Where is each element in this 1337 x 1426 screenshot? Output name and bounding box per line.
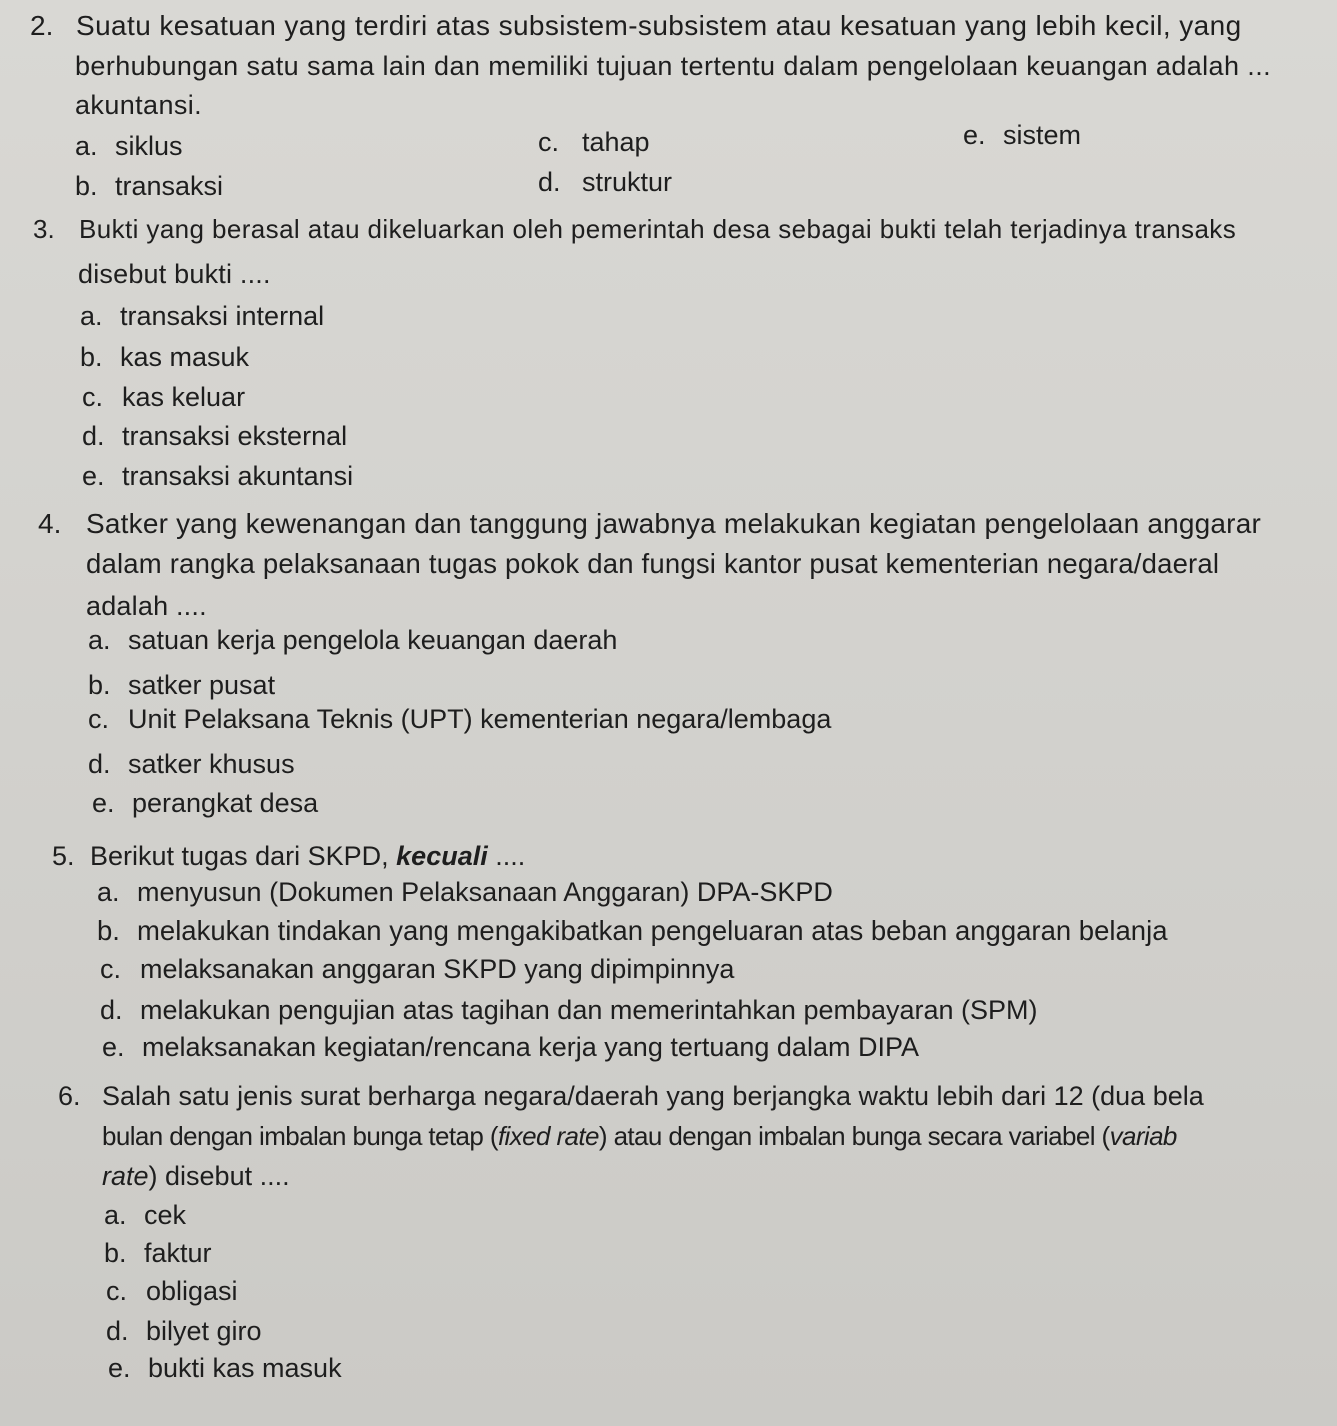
answer-option[interactable] [75,170,223,202]
answer-option[interactable] [75,130,183,162]
answer-option[interactable] [82,381,245,413]
option-text: menyusun (Dokumen Pelaksanaan Anggaran) DPA-SKPD [137,877,833,907]
answer-option[interactable] [538,166,672,198]
answer-option[interactable] [82,460,353,492]
question-stem-italic: fixed rate [497,1121,599,1151]
option-letter: e. [82,461,105,491]
question-4-line-1 [38,508,1261,540]
option-text: tahap [582,127,650,157]
question-4-line-2 [86,548,1219,580]
question-number: 2. [30,10,54,41]
question-6-line-3 [102,1160,290,1192]
option-letter: a. [104,1200,127,1230]
option-letter: c. [100,954,122,984]
option-letter: b. [104,1238,127,1268]
question-2-line-3 [75,89,202,121]
question-stem-emphasis: kecuali [396,841,488,871]
option-text: satker pusat [128,670,276,700]
answer-option[interactable] [92,787,318,819]
answer-option[interactable] [97,876,833,908]
question-stem: Bukti yang berasal atau dikeluarkan oleh pemerintah desa sebagai bukti telah terjadinya transaks [79,214,1237,244]
option-letter: e. [92,788,115,818]
option-letter: a. [88,625,111,655]
question-6-line-2 [102,1120,1177,1152]
option-text: kas keluar [122,382,246,412]
question-stem: Berikut tugas dari SKPD, [90,841,389,871]
question-stem-italic: rate [102,1161,149,1191]
option-text: sistem [1003,120,1082,150]
option-text: transaksi eksternal [122,421,348,451]
answer-option[interactable] [82,420,347,452]
question-stem: ) disebut .... [148,1161,290,1191]
question-stem: adalah .... [86,591,207,621]
answer-option[interactable] [963,119,1081,151]
option-letter: d. [88,749,111,779]
option-letter: a. [97,877,120,907]
option-text: melakukan tindakan yang mengakibatkan pengeluaran atas beban anggaran belanja [137,915,1168,946]
option-text: obligasi [146,1276,238,1306]
question-2-line-2 [75,50,1271,82]
answer-option[interactable] [80,341,249,373]
question-stem-suffix: .... [495,841,526,871]
option-text: faktur [144,1238,212,1268]
option-text: transaksi akuntansi [122,461,354,491]
question-4-line-3 [86,590,207,622]
question-stem-italic: variab [1109,1121,1177,1151]
question-stem: Satker yang kewenangan dan tanggung jawabnya melakukan kegiatan pengelolaan anggarar [86,508,1261,539]
option-letter: d. [538,167,561,197]
option-letter: d. [82,421,105,451]
answer-option[interactable] [104,1237,212,1269]
option-text: perangkat desa [132,788,319,818]
option-text: melaksanakan kegiatan/rencana kerja yang tertuang dalam DIPA [142,1032,919,1062]
answer-option[interactable] [88,624,617,656]
question-stem: akuntansi. [75,90,203,120]
question-stem: ) atau dengan imbalan bunga secara variabel ( [598,1121,1110,1151]
option-letter: a. [75,131,98,161]
option-letter: c. [106,1276,128,1306]
question-stem: bulan dengan imbalan bunga tetap ( [102,1121,498,1151]
answer-option[interactable] [106,1315,262,1347]
question-stem: berhubungan satu sama lain dan memiliki tujuan tertentu dalam pengelolaan keuangan adalah ... [75,51,1271,81]
answer-option[interactable] [97,915,1168,947]
option-letter: c. [82,382,104,412]
answer-option[interactable] [88,703,831,735]
option-letter: b. [80,342,103,372]
answer-option[interactable] [104,1199,186,1231]
option-text: melaksanakan anggaran SKPD yang dipimpinnya [140,954,735,984]
option-letter: c. [538,127,560,157]
question-6-line-1 [58,1080,1204,1112]
question-2-line-1 [30,10,1242,42]
option-text: bukti kas masuk [148,1353,342,1383]
option-text: kas masuk [120,342,250,372]
option-letter: c. [88,704,110,734]
option-text: transaksi internal [120,301,325,331]
option-letter: d. [106,1316,129,1346]
option-text: satuan kerja pengelola keuangan daerah [128,625,618,655]
question-3-line-2 [78,258,271,290]
option-text: struktur [582,167,673,197]
question-number: 5. [52,841,75,871]
option-letter: e. [108,1353,131,1383]
question-3-line-1 [33,213,1236,245]
answer-option[interactable] [538,126,650,158]
question-number: 6. [58,1081,81,1111]
option-letter: a. [80,301,103,331]
option-letter: b. [75,171,98,201]
question-5-line-1 [52,840,525,872]
option-text: satker khusus [128,749,295,779]
question-stem: Suatu kesatuan yang terdiri atas subsistem-subsistem atau kesatuan yang lebih kecil, yang [76,10,1242,41]
option-letter: b. [97,915,120,946]
question-stem: disebut bukti .... [78,259,271,289]
answer-option[interactable] [100,953,734,985]
question-number: 3. [33,214,55,244]
option-text: melakukan pengujian atas tagihan dan memerintahkan pembayaran (SPM) [140,995,1038,1025]
question-number: 4. [38,508,62,539]
option-letter: e. [102,1032,125,1062]
answer-option[interactable] [80,300,324,332]
option-letter: b. [88,670,111,700]
option-text: siklus [115,131,183,161]
option-text: Unit Pelaksana Teknis (UPT) kementerian negara/lembaga [128,704,832,734]
answer-option[interactable] [88,748,295,780]
option-letter: e. [963,120,986,150]
answer-option[interactable] [88,669,275,701]
question-stem: dalam rangka pelaksanaan tugas pokok dan fungsi kantor pusat kementerian negara/daeral [86,548,1220,579]
answer-option[interactable] [102,1031,919,1063]
option-text: bilyet giro [146,1316,262,1346]
option-text: transaksi [115,171,224,201]
answer-option[interactable] [106,1275,238,1307]
option-letter: d. [100,995,123,1025]
answer-option[interactable] [108,1352,342,1384]
option-text: cek [144,1200,187,1230]
question-stem: Salah satu jenis surat berharga negara/daerah yang berjangka waktu lebih dari 12 (dua bela [102,1081,1204,1111]
answer-option[interactable] [100,994,1038,1026]
